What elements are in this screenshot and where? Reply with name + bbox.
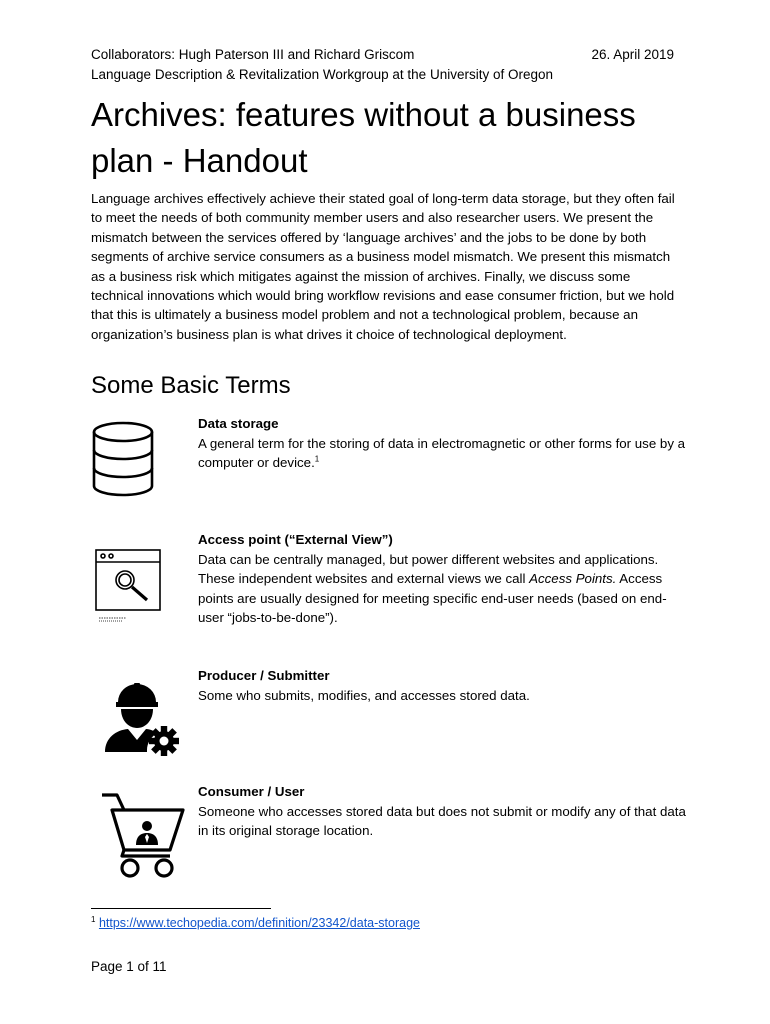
term-name: Producer / Submitter — [198, 668, 330, 683]
browser-search-icon — [92, 546, 164, 626]
term-description-text: Data can be centrally managed, but power different websites and applications. These independent websites and external views we call — [198, 551, 659, 586]
term-description: Someone who accesses stored data but does not submit or modify any of that data in its original storage location. — [198, 803, 686, 838]
footnote-link[interactable]: https://www.techopedia.com/definition/23342/data-storage — [98, 916, 420, 930]
document-title: Archives: features without a business plan - Handout — [91, 96, 636, 179]
header-workgroup: Language Description & Revitalization Workgroup at the University of Oregon — [91, 67, 553, 82]
section-title: Some Basic Terms — [91, 372, 291, 399]
shopping-cart-user-icon — [100, 790, 188, 880]
page-number: Page 1 of 11 — [91, 959, 167, 974]
term-producer-submitter — [198, 666, 688, 705]
term-name: Data storage — [198, 416, 279, 431]
worker-gear-icon — [102, 680, 182, 758]
term-name: Consumer / User — [198, 784, 305, 799]
footnote-reference[interactable]: 1 — [314, 454, 320, 464]
term-access-point — [198, 530, 688, 628]
term-description: Some who submits, modifies, and accesses stored data. — [198, 687, 530, 703]
term-description — [198, 550, 688, 628]
header-collaborators: Collaborators: Hugh Paterson III and Richard Griscom — [91, 47, 415, 62]
term-name: Access point (“External View”) — [198, 532, 393, 547]
footnote — [91, 914, 420, 932]
term-description-emphasis: Access Points. — [529, 571, 617, 586]
database-icon — [91, 420, 155, 498]
footnote-mark: 1 — [91, 914, 96, 924]
term-consumer-user — [198, 782, 688, 841]
term-data-storage — [198, 414, 688, 473]
term-description-text: A general term for the storing of data in electromagnetic or other forms for use by a computer or device. — [198, 435, 686, 470]
abstract-paragraph: Language archives effectively achieve their stated goal of long-term data storage, but they often fail to meet the needs of both community member users and also researcher users. We present the mismatch between the services offered by ‘language archives’ and the jobs to be done by both segments of archive service consumers as a business model mismatch. We present this mismatch as a business risk which mitigates against the mission of archives. Finally, we discuss some technical innovations which would bring workflow revisions and ease consumer friction, but we hold that this is ultimately a business model problem and not a technological problem, because an organization’s business plan is what drives it choice of technological deployment. — [91, 191, 675, 342]
term-description — [198, 434, 688, 473]
footnote-divider — [91, 908, 271, 909]
term-description-text: Access points are usually designed for meeting specific end-user needs (based on end-user “jobs-to-be-done”). — [198, 571, 667, 625]
header-date: 26. April 2019 — [591, 47, 674, 62]
